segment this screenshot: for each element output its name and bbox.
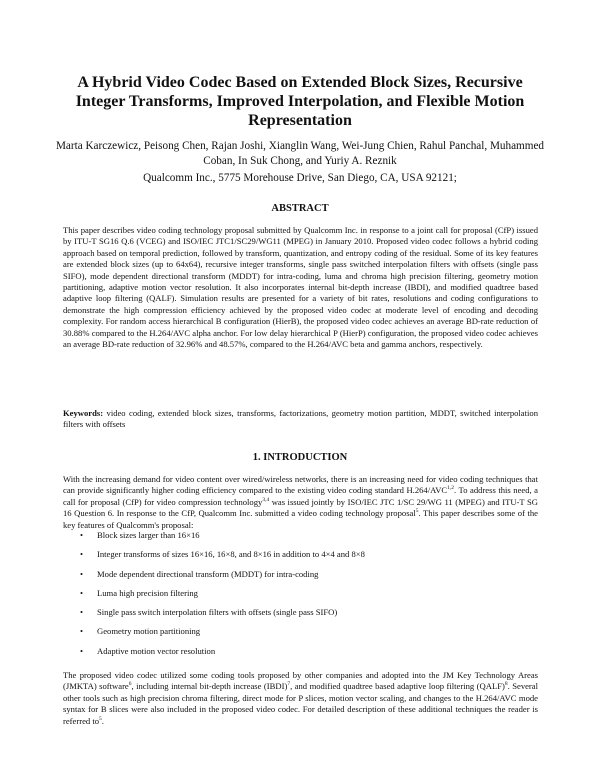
bullet-icon: • xyxy=(80,568,84,579)
introduction-heading: 1. INTRODUCTION xyxy=(252,452,348,463)
list-item: • Integer transforms of sizes 16×16, 16×8, and 8×16 in addition to 4×4 and 8×8 xyxy=(80,549,365,560)
intro-paragraph-2: The proposed video codec utilized some coding tools proposed by other companies and adopted into the JM Key Technology Areas (JMKTA) software$^6$, including internal bit-depth increase (IBDI)$^7$, and modified quadtree based adaptive loop filtering (QALF)$^8$. Several other tools such as high precision chroma filtering, direct mode for P slices, motion vector scaling, and changes to the H.264/AVC mode syntax for B slices were also included in the proposed video codec. For detailed description of these additional techniques the reader is referred $to^5$. xyxy=(63,670,538,726)
affiliation: Qualcomm Inc., 5775 Morehouse Drive, San Diego, CA, USA 92121; xyxy=(143,172,457,184)
keywords-text: video coding, extended block sizes, transforms, factorizations, geometry motion partition, MDDT, switched interpolation filters with offsets xyxy=(63,408,538,430)
keywords-label: Keywords: xyxy=(63,408,104,418)
bullet-icon: • xyxy=(80,530,84,540)
keywords xyxy=(63,408,538,431)
abstract-heading: ABSTRACT xyxy=(271,203,329,214)
list-item: • Geometry motion partitioning xyxy=(80,626,201,637)
author-list: Marta Karczewicz, Peisong Chen, Rajan Joshi, Xianglin Wang, Wei-Jung Chien, Rahul Panchal, Muhammed Coban, In Suk Chong, and Yuriy A. Reznik xyxy=(55,140,545,167)
bullet-icon: • xyxy=(80,607,84,618)
bullet-icon: • xyxy=(80,549,84,560)
paper-title: A Hybrid Video Codec Based on Extended Block Sizes, Recursive Integer Transforms, Improved Interpolation, and Flexible Motion Representation xyxy=(75,74,525,129)
abstract-text: This paper describes video coding technology proposal submitted by Qualcomm Inc. in response to a joint call for proposal (CfP) issued by ITU-T SG16 Q.6 (VCEG) and ISO/IEC JTC1/SC29/WG11 (MPEG) in January 2010. Proposed video codec follows a hybrid coding approach based on temporal prediction, followed by transform, quantization, and entropy coding of the residual. Some of its key features are extended block sizes (up to 64x64), recursive integer transforms, single pass switched interpolation filters with offsets (single pass SIFO), mode dependent directional transform (MDDT) for intra-coding, luma and chroma high precision filtering, geometry motion partitioning, adaptive motion vector resolution. It also incorporates internal bit-depth increase (IBDI), and modified quadtree based adaptive loop filtering (QALF). Simulation results are presented for a variety of bit rates, resolutions and coding configurations to demonstrate the high compression efficiency achieved by the proposed video codec at moderate level of encoding and decoding complexity. For random access hierarchical B configuration (HierB), the proposed video codec achieves an average BD-rate reduction of 30.88% compared to the H.264/AVC alpha anchor. For low delay hierarchical P (HierP) configuration, the proposed video codec achieves an average BD-rate reduction of 32.96% and 48.57%, compared to the H.264/AVC beta and gamma anchors, respectively. xyxy=(63,225,538,350)
bullet-icon: • xyxy=(80,626,84,637)
list-item: • Block sizes larger than 16×16 xyxy=(80,530,200,540)
list-item: • Single pass switch interpolation filters with offsets (single pass SIFO) xyxy=(80,607,338,618)
bullet-icon: • xyxy=(80,645,84,656)
list-item: • Mode dependent directional transform (MDDT) for intra-coding xyxy=(80,568,319,579)
intro-paragraph-1: With the increasing demand for video content over wired/wireless networks, there is an increasing need for video coding techniques that can provide significantly higher coding efficiency compared to the existing video coding standard H.264/AVC$^{1,2}$. To address this need, a call for proposal (CfP) for video compression technology$^{3,4}$ was issued jointly by ISO/IEC JTC 1/SC 29/WG 11 (MPEG) and ITU-T SG 16 Question 6. In response to the CfP, Qualcomm Inc. submitted a video coding technology proposal$^5$. This paper describes some of the key features of Qualcomm's proposal: xyxy=(63,474,538,530)
bullet-icon: • xyxy=(80,587,84,598)
feature-list xyxy=(80,530,530,665)
list-item: • Adaptive motion vector resolution xyxy=(80,645,216,656)
list-item: • Luma high precision filtering xyxy=(80,587,198,598)
